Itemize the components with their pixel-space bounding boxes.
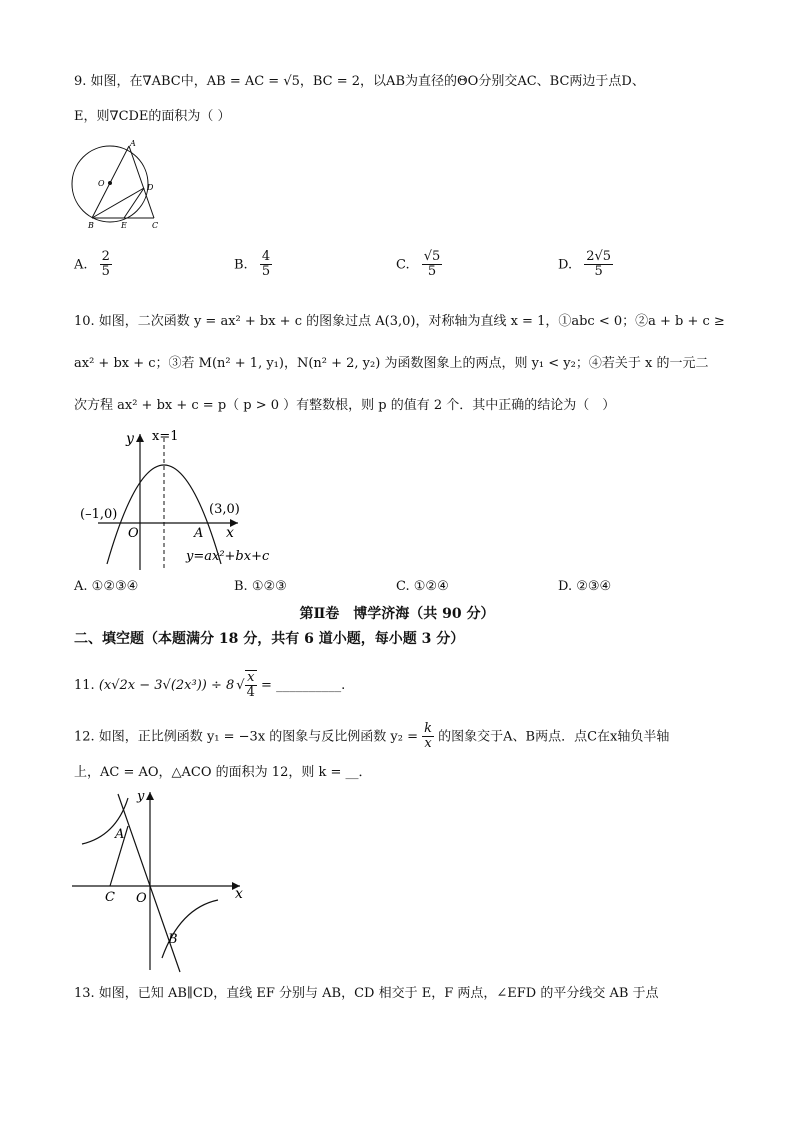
q10-label-left-point: (–1,0): [80, 507, 118, 522]
q9-figure: [66, 136, 176, 234]
q10-label-a: A: [194, 526, 204, 541]
q10-label-curve: y=ax²+bx+c: [186, 549, 270, 564]
q10-line3: 次方程 ax² + bx + c = p（ p > 0 ）有整数根，则 p 的值有 2 个．其中正确的结论为（ ）: [74, 398, 616, 413]
section-title: 第Ⅱ卷 博学济海（共 90 分）: [299, 606, 495, 622]
q9-option-d-letter: D.: [558, 257, 573, 273]
q9-option-b: B. $\frac{4}{5}$: [234, 249, 271, 280]
q10-line1: 10. 如图，二次函数 y = ax² + bx + c 的图象过点 A(3,0)，对称轴为直线 x = 1，①abc < 0；②a + b + c ≥: [74, 314, 725, 329]
q10-option-c: C. ①②④: [396, 579, 449, 594]
q12-label-o: O: [136, 891, 147, 906]
q9-option-d: D. $\frac{2√5}{5}$: [558, 249, 612, 280]
q10-label-x: x: [226, 525, 234, 541]
q10-line2: ax² + bx + c；③若 M(n² + 1, y₁)，N(n² + 2, y₂) 为函数图象上的两点，则 y₁ < y₂；④若关于 x 的一元二: [74, 356, 709, 371]
q9-label-e: E: [121, 221, 127, 230]
q12-hyperbola-right: [162, 900, 218, 958]
q10-label-o: O: [128, 526, 139, 541]
q9-label-d: D: [147, 183, 154, 192]
q11-answer-blank[interactable]: __________: [276, 677, 342, 693]
q12-label-a: A: [115, 827, 125, 842]
q9-option-b-letter: B.: [234, 257, 248, 273]
section-heading: 二、填空题（本题满分 18 分，共有 6 道小题，每小题 3 分）: [74, 631, 465, 647]
q9-option-c: C. $\frac{√5}{5}$: [396, 249, 441, 280]
q12-label-c: C: [105, 890, 115, 905]
q10-figure: [78, 424, 288, 574]
q12-label-y: y: [137, 789, 145, 804]
q12-line1: 12. 如图，正比例函数 y₁ = −3x 的图象与反比例函数 y₂ = $\frac{k}{x}$ 的图象交于A、B两点．点C在x轴负半轴: [74, 721, 670, 752]
q10-option-b: B. ①②③: [234, 579, 287, 594]
q9-label-a: A: [130, 139, 136, 148]
q9-option-a-letter: A.: [74, 257, 88, 273]
q11-line: 11. (x√2x − 3√(2x³)) ÷ 8 √ $\frac{x}{4}$ = __________.: [74, 670, 346, 701]
q10-option-a: A. ①②③④: [74, 579, 139, 594]
q9-label-c: C: [152, 221, 159, 230]
q9-line1: 9. 如图，在∇ABC中，AB = AC = √5，BC = 2，以AB为直径的ΘO分别交AC、BC两边于点D、: [74, 74, 645, 89]
q13-line1: 13. 如图，已知 AB∥CD，直线 EF 分别与 AB，CD 相交于 E，F 两点，∠EFD 的平分线交 AB 于点: [74, 986, 659, 1001]
q10-label-right-point: (3,0): [209, 502, 240, 517]
q10-option-d: D. ②③④: [558, 579, 612, 594]
q9-line2: E，则∇CDE的面积为（ ）: [74, 109, 231, 124]
q12-line2: 上，AC = AO，△ACO 的面积为 12，则 k = __．: [74, 765, 372, 780]
q9-option-c-letter: C.: [396, 257, 410, 273]
q9-option-a: A. $\frac{2}{5}$: [74, 249, 110, 280]
q10-label-x1: x=1: [152, 429, 179, 444]
q12-label-x: x: [235, 886, 243, 902]
q10-label-y: y: [126, 431, 134, 447]
q9-label-o: O: [98, 179, 105, 188]
q12-figure: [68, 786, 252, 976]
q11-expression: (x√2x − 3√(2x³)) ÷ 8: [98, 677, 235, 693]
q9-label-b: B: [88, 221, 94, 230]
q12-label-b: B: [168, 932, 178, 947]
